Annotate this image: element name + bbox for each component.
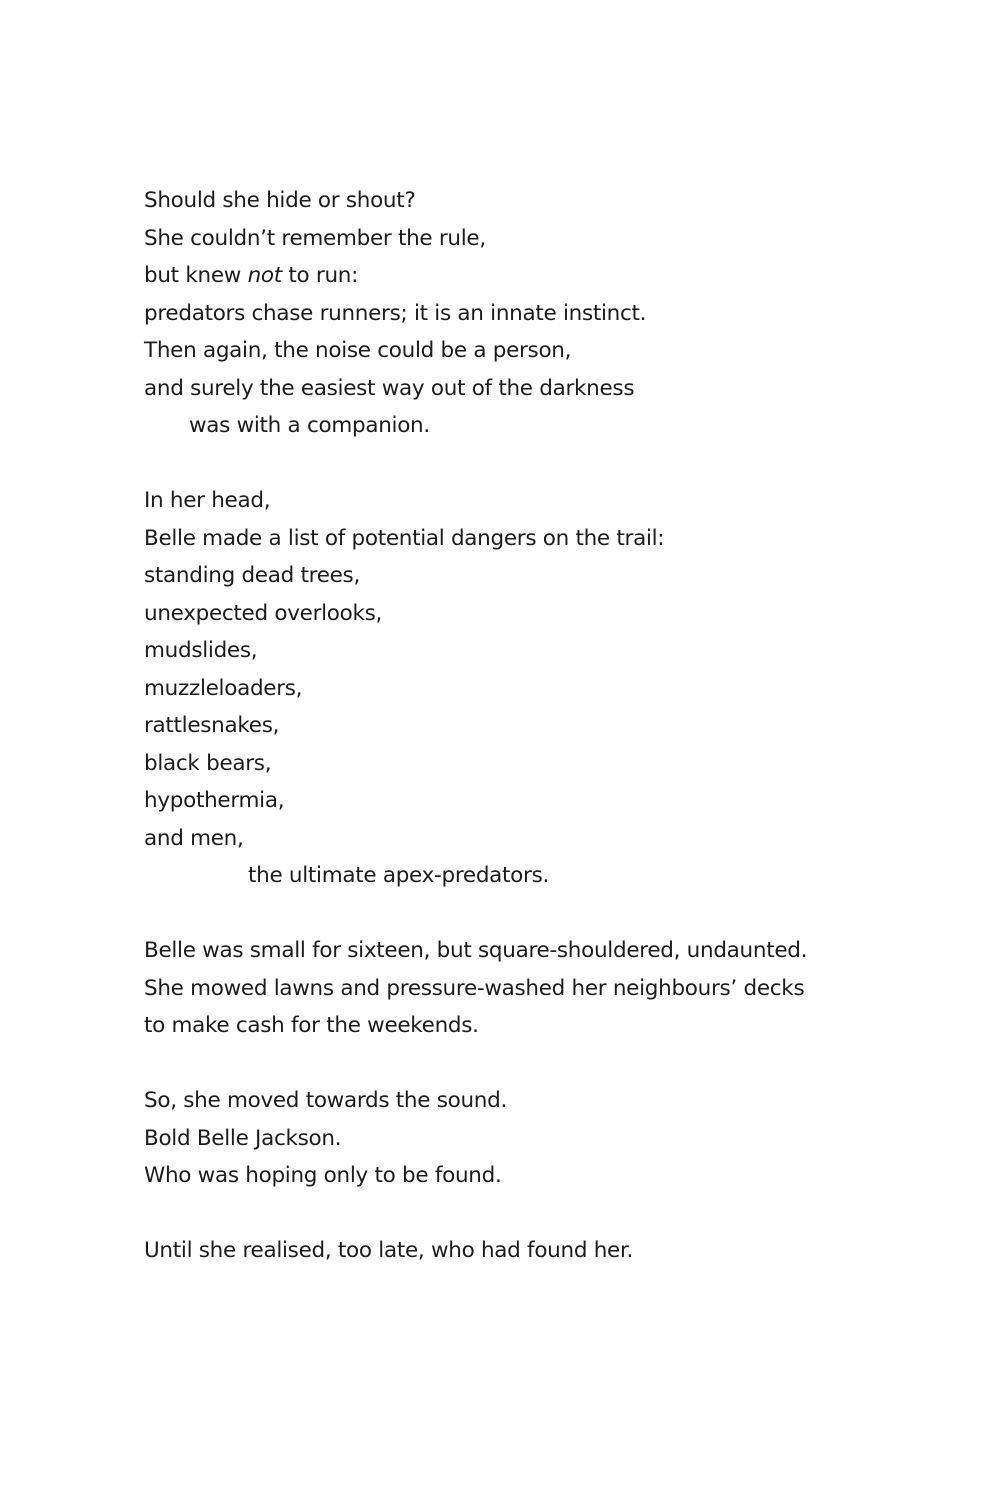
- poem-line: Then again, the noise could be a person,: [144, 338, 572, 363]
- emphasized-word: not: [247, 263, 282, 288]
- poem-line: In her head,: [144, 488, 271, 513]
- poem-line: standing dead trees,: [144, 563, 360, 588]
- poem-line: hypothermia,: [144, 788, 285, 813]
- stanza-1: [144, 182, 944, 445]
- poem-line-text: but knew: [144, 263, 248, 288]
- stanza-4: [144, 1082, 944, 1195]
- stanza-3: [144, 932, 944, 1045]
- poem-line: unexpected overlooks,: [144, 600, 383, 626]
- poem-line: muzzleloaders,: [144, 675, 303, 701]
- poem-line: to make cash for the weekends.: [144, 1013, 479, 1038]
- poem-line-indented: the ultimate apex-predators.: [248, 863, 550, 888]
- poem-line: She mowed lawns and pressure-washed her neighbours’ decks: [144, 975, 805, 1001]
- poem-line: rattlesnakes,: [144, 713, 280, 738]
- poem-line: predators chase runners; it is an innate instinct.: [144, 300, 647, 326]
- poem-line: So, she moved towards the sound.: [144, 1088, 507, 1113]
- poem-line: and surely the easiest way out of the darkness: [144, 375, 635, 401]
- poem-line: black bears,: [144, 750, 272, 776]
- poem-line: Should she hide or shout?: [144, 188, 416, 213]
- poem-line: She couldn’t remember the rule,: [144, 225, 486, 251]
- poem-line: Belle was small for sixteen, but square-shouldered, undaunted.: [144, 938, 808, 963]
- poem-line-text: to run:: [281, 263, 359, 288]
- poem-line: Until she realised, too late, who had found her.: [144, 1238, 634, 1263]
- stanza-5: [144, 1232, 944, 1270]
- poem-line: Who was hoping only to be found.: [144, 1163, 502, 1188]
- poem-body: [144, 182, 944, 1307]
- poem-line-indented: was with a companion.: [189, 413, 430, 438]
- poem-line: mudslides,: [144, 638, 258, 663]
- poem-line: [144, 257, 944, 295]
- stanza-2: [144, 482, 944, 895]
- poem-line: Bold Belle Jackson.: [144, 1125, 342, 1151]
- poem-line: Belle made a list of potential dangers on the trail:: [144, 525, 665, 551]
- poem-line: and men,: [144, 825, 244, 851]
